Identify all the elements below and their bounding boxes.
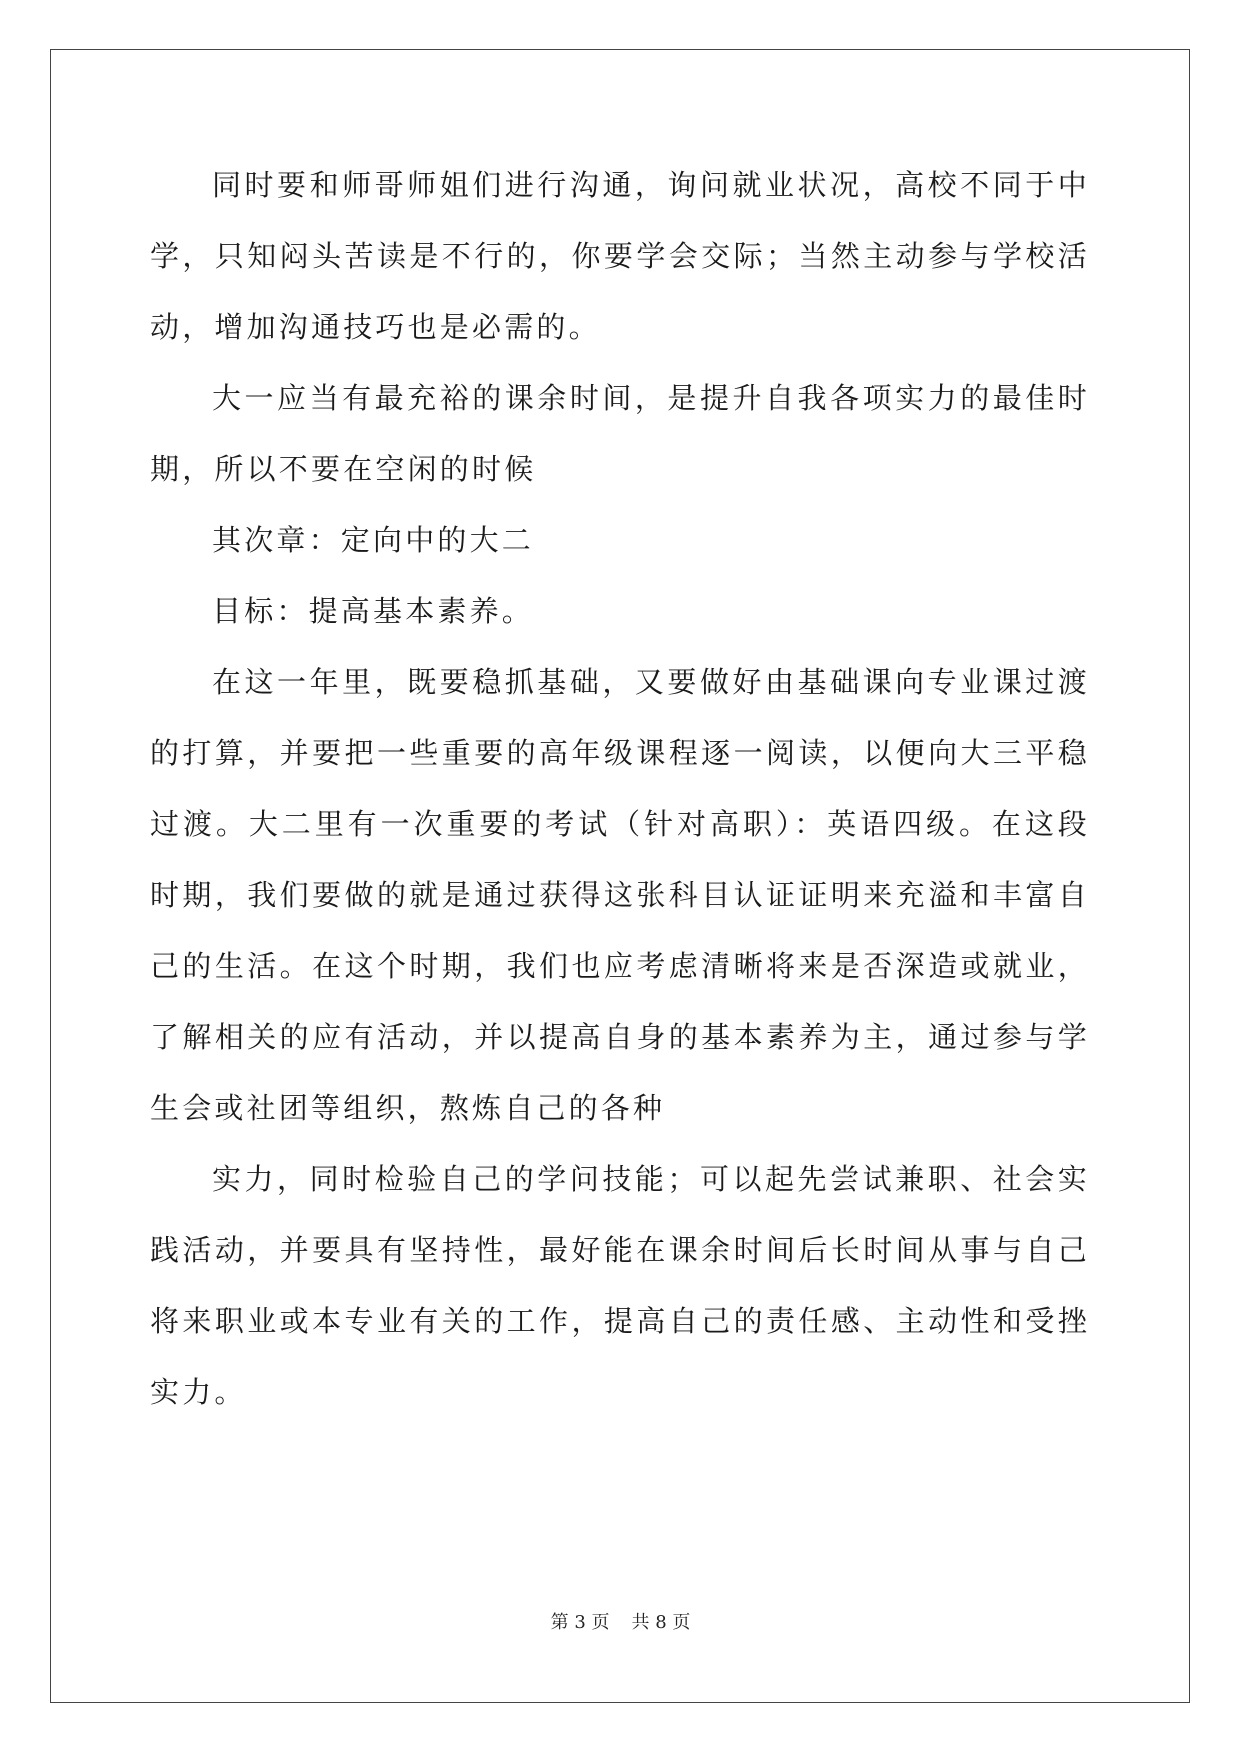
- document-body: [150, 150, 1090, 1428]
- paragraph-4: 实力，同时检验自己的学问技能；可以起先尝试兼职、社会实践活动，并要具有坚持性，最好能在课余时间后长时间从事与自己将来职业或本专业有关的工作，提高自己的责任感、主动性和受挫实力。: [150, 1162, 1090, 1409]
- paragraph-3: 在这一年里，既要稳抓基础，又要做好由基础课向专业课过渡的打算，并要把一些重要的高年级课程逐一阅读，以便向大三平稳过渡。大二里有一次重要的考试（针对高职）：英语四级。在这段时期，我们要做的就是通过获得这张科目认证证明来充溢和丰富自己的生活。在这个时期，我们也应考虑清晰将来是否深造或就业，了解相关的应有活动，并以提高自身的基本素养为主，通过参与学生会或社团等组织，熬炼自己的各种: [150, 665, 1090, 1125]
- page-number: 第 3 页: [550, 1612, 610, 1633]
- paragraph-1: 同时要和师哥师姐们进行沟通，询问就业状况，高校不同于中学，只知闷头苦读是不行的，你要学会交际；当然主动参与学校活动，增加沟通技巧也是必需的。: [150, 168, 1090, 344]
- paragraph-2: 大一应当有最充裕的课余时间，是提升自我各项实力的最佳时期，所以不要在空闲的时候: [150, 381, 1090, 486]
- section-heading: 其次章：定向中的大二: [212, 523, 535, 557]
- page-footer: [0, 1608, 1241, 1634]
- page-total: 共 8 页: [631, 1612, 691, 1633]
- section-goal: 目标：提高基本素养。: [212, 594, 535, 628]
